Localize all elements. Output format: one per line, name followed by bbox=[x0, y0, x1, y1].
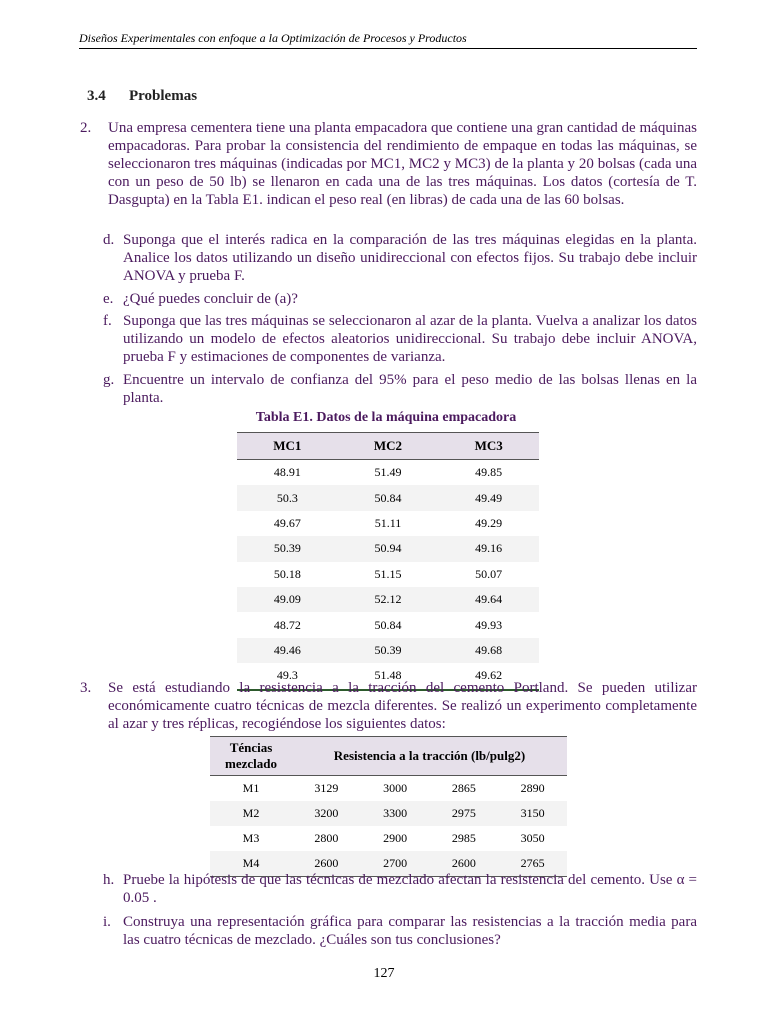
table-row bbox=[237, 536, 539, 561]
item-g bbox=[103, 371, 697, 407]
table-tensile-strength bbox=[210, 736, 567, 877]
item-i bbox=[103, 913, 697, 949]
column-header-technique: Téncias mezclado bbox=[210, 737, 292, 776]
table-cell: M4 bbox=[210, 851, 292, 877]
table-cell: 49.62 bbox=[438, 663, 539, 689]
table-cell: 51.49 bbox=[374, 465, 402, 480]
problem-3 bbox=[80, 679, 697, 733]
table-cell: 3050 bbox=[520, 831, 545, 845]
table1-caption: Tabla E1. Datos de la máquina empacadora bbox=[255, 410, 517, 425]
table-cell: 49.93 bbox=[475, 617, 503, 632]
table-row bbox=[237, 511, 539, 536]
item-e bbox=[103, 290, 697, 308]
table-cell: M3 bbox=[242, 831, 260, 845]
table-row bbox=[210, 826, 567, 851]
table-cell: 49.46 bbox=[237, 638, 338, 663]
column-header: MC1 bbox=[237, 433, 338, 460]
table-cell: 48.72 bbox=[273, 617, 301, 632]
table-cell: 2865 bbox=[451, 781, 476, 795]
item-letter: h. bbox=[103, 872, 115, 888]
table-cell: 49.68 bbox=[438, 638, 539, 663]
item-letter: f. bbox=[103, 313, 112, 329]
table-cell: 51.48 bbox=[338, 663, 439, 689]
table-cell: 50.07 bbox=[475, 566, 503, 581]
item-letter: g. bbox=[103, 372, 115, 388]
table-cell: 51.15 bbox=[374, 566, 402, 581]
table-cell: 3000 bbox=[383, 781, 408, 795]
item-letter: i. bbox=[103, 914, 111, 930]
section-heading bbox=[87, 88, 197, 105]
table-cell: 50.39 bbox=[338, 638, 439, 663]
item-text: Construya una representación gráfica para comparar las resistencias a la tracción media para las cuatro técnicas de mezclado. ¿Cuáles son tus conclusiones? bbox=[123, 914, 697, 948]
page-number: 127 bbox=[373, 966, 395, 981]
column-header: MC3 bbox=[438, 433, 539, 460]
table-row bbox=[237, 485, 539, 510]
section-title: Problemas bbox=[129, 88, 198, 104]
table-cell: 49.16 bbox=[438, 536, 539, 561]
table-cell: 50.39 bbox=[237, 536, 338, 561]
table-row bbox=[237, 562, 539, 587]
table-cell: 2700 bbox=[361, 851, 430, 877]
table-row bbox=[237, 460, 539, 486]
table-cell: 52.12 bbox=[338, 587, 439, 612]
table-cell: 50.94 bbox=[338, 536, 439, 561]
table-row bbox=[237, 638, 539, 663]
table-cell: 2985 bbox=[451, 831, 476, 845]
problem-number: 2. bbox=[80, 120, 92, 136]
table-cell: 49.85 bbox=[475, 465, 503, 480]
item-text: ¿Qué puedes concluir de (a)? bbox=[123, 291, 298, 307]
section-number: 3.4 bbox=[87, 88, 106, 104]
table-cell: 51.11 bbox=[374, 515, 402, 530]
table-cell: 49.3 bbox=[237, 663, 338, 689]
table-cell: 49.64 bbox=[438, 587, 539, 612]
column-header-strength: Resistencia a la tracción (lb/pulg2) bbox=[292, 737, 567, 776]
table-cell: 3200 bbox=[292, 801, 361, 826]
table-cell: 50.18 bbox=[273, 566, 301, 581]
item-f bbox=[103, 312, 697, 366]
item-text: Suponga que las tres máquinas se seleccionaron al azar de la planta. Vuelva a analizar los datos utilizando un modelo de efectos aleatorios unidireccional. Su trabajo debe incluir ANOVA, prueba F y estimaciones de componentes de varianza. bbox=[123, 313, 697, 365]
item-text: Encuentre un intervalo de confianza del 95% para el peso medio de las bolsas llenas en la planta. bbox=[123, 372, 697, 406]
item-letter: d. bbox=[103, 232, 115, 248]
table-cell: 50.84 bbox=[374, 617, 402, 632]
item-letter: e. bbox=[103, 291, 114, 307]
item-h bbox=[103, 871, 697, 907]
table-cell: 49.09 bbox=[237, 587, 338, 612]
item-text: Suponga que el interés radica en la comparación de las tres máquinas elegidas en la planta. Analice los datos utilizando un diseño unidireccional con efectos fijos. Su trabajo debe incluir ANOVA y prueba F. bbox=[123, 232, 697, 284]
table-cell: 2800 bbox=[314, 831, 339, 845]
table-cell: M2 bbox=[210, 801, 292, 826]
table-cell: 2900 bbox=[383, 831, 408, 845]
column-header: MC2 bbox=[338, 433, 439, 460]
running-header: Diseños Experimentales con enfoque a la Optimización de Procesos y Productos bbox=[79, 31, 697, 49]
table-row bbox=[237, 612, 539, 637]
table-cell: M1 bbox=[242, 781, 260, 795]
item-text: Pruebe la hipótesis de que las técnicas de mezclado afectan la resistencia del cemento. Use α = 0.05 . bbox=[123, 872, 697, 906]
table-cell: 2765 bbox=[498, 851, 567, 877]
item-d bbox=[103, 231, 697, 285]
table-cell: 3300 bbox=[361, 801, 430, 826]
table-row bbox=[210, 801, 567, 826]
table-cell: 2975 bbox=[429, 801, 498, 826]
table-cell: 49.49 bbox=[438, 485, 539, 510]
table-row bbox=[210, 776, 567, 802]
problem-text: Se está estudiando la resistencia a la tracción del cemento Portland. Se pueden utilizar económicamente cuatro técnicas de mezcla diferentes. Se realizó un experimento completamente al azar y tres réplicas, recogiéndose los siguientes datos: bbox=[108, 680, 697, 732]
table-cell: 49.29 bbox=[475, 515, 503, 530]
table-cell: 49.67 bbox=[273, 515, 301, 530]
table-cell: 50.3 bbox=[237, 485, 338, 510]
problem-number: 3. bbox=[80, 680, 92, 696]
table-cell: 3129 bbox=[314, 781, 339, 795]
table-cell: 2890 bbox=[520, 781, 545, 795]
table-row bbox=[237, 587, 539, 612]
table-cell: 2600 bbox=[292, 851, 361, 877]
table-cell: 48.91 bbox=[273, 465, 301, 480]
table-cell: 50.84 bbox=[338, 485, 439, 510]
table-cell: 3150 bbox=[498, 801, 567, 826]
table-cell: 2600 bbox=[429, 851, 498, 877]
table-e1 bbox=[237, 432, 539, 691]
problem-text: Una empresa cementera tiene una planta empacadora que contiene una gran cantidad de máquinas empacadoras. Para probar la consistencia del rendimiento de empaque en todas las máquinas, se seleccionaron tres máquinas (indicadas por MC1, MC2 y MC3) de la planta y 20 bolsas (cada una con un peso de 50 lb) se llenaron en cada una de las tres máquinas. Los datos (cortesía de T. Dasgupta) en la Tabla E1. indican el peso real (en libras) de cada una de las 60 bolsas. bbox=[108, 120, 697, 208]
problem-2 bbox=[80, 119, 697, 209]
